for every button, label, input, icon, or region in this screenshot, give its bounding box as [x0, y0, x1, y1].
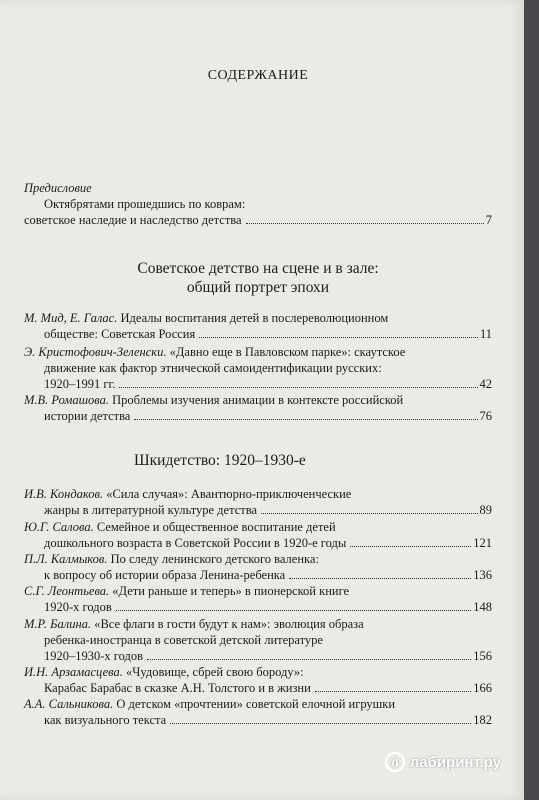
entry-author: Ю.Г. Салова.	[24, 520, 94, 534]
toc-entry	[24, 583, 492, 615]
entry-title-line: О детском «прочтении» советской елочной игрушки	[113, 697, 396, 711]
entry-title-line: ребенка-иностранца в советской детской литературе	[44, 633, 323, 647]
entry-author: Э. Кристофович-Зеленски.	[24, 345, 167, 359]
page-number: 182	[473, 713, 492, 727]
entry-author: Предисловие	[24, 181, 92, 195]
entry-author: М.Р. Балина.	[24, 617, 92, 631]
entry-author: А.А. Сальникова.	[24, 697, 114, 711]
toc-entry	[24, 519, 492, 551]
entry-last-line	[24, 502, 492, 518]
entry-last-line	[24, 326, 492, 342]
entry-title-line: «Сила случая»: Авантюрно-приключенческие	[103, 487, 352, 501]
toc-entry	[24, 616, 492, 664]
toc-entry	[24, 486, 492, 518]
entry-author: П.Л. Калмыков.	[24, 552, 108, 566]
entry-title-line: обществе: Советская Россия	[44, 327, 196, 341]
toc-entry	[24, 392, 492, 424]
entry-last-line	[24, 712, 492, 728]
page-number: 7	[485, 213, 492, 227]
page-number: 89	[479, 503, 492, 517]
toc-entry	[24, 344, 492, 392]
entry-title-line: истории детства	[44, 409, 131, 423]
entry-title-line: жанры в литературной культуре детства	[44, 503, 257, 517]
dot-leader	[261, 513, 478, 514]
entry-last-line	[24, 535, 492, 551]
labirint-logo-icon: л	[385, 752, 405, 772]
toc-entry	[24, 664, 492, 696]
section-heading: Шкидетство: 1920–1930-е	[134, 452, 306, 469]
entry-title-line: Карабас Барабас в сказке А.Н. Толстого и в жизни	[44, 681, 311, 695]
entry-author: И.Н. Арзамасцева.	[24, 665, 123, 679]
entry-author: М. Мид, Е. Галас.	[24, 311, 118, 325]
dot-leader	[289, 578, 471, 579]
toc-entry	[24, 310, 492, 342]
entry-title-line: «Давно еще в Павловском парке»: скаутское	[166, 345, 406, 359]
section-heading-line: Советское детство на сцене и в зале:	[137, 260, 379, 277]
entry-title-line: движение как фактор этнической самоидентификации русских:	[44, 361, 382, 375]
dot-leader	[147, 659, 471, 660]
entry-last-line	[24, 567, 492, 583]
entry-title-line: 1920-х годов	[44, 600, 112, 614]
page-title: СОДЕРЖАНИЕ	[207, 68, 309, 83]
entry-title-line: дошкольного возраста в Советской России в 1920-е годы	[44, 536, 347, 550]
entry-last-line	[24, 376, 492, 392]
toc-entry-preface	[24, 180, 492, 228]
entry-title-line: «Чудовище, сбрей свою бороду»:	[122, 665, 304, 679]
entry-last-line	[24, 212, 492, 228]
entry-title-line: Октябрятами прошедшись по коврам:	[44, 197, 246, 211]
dot-leader	[116, 610, 471, 611]
page-number: 42	[479, 377, 492, 391]
dot-leader	[350, 546, 471, 547]
watermark	[385, 752, 501, 772]
page-number: 136	[473, 568, 492, 582]
page-number: 156	[473, 649, 492, 663]
entry-title-line: Идеалы воспитания детей в послереволюционном	[117, 311, 389, 325]
entry-title-line: советское наследие и наследство детства	[24, 213, 242, 227]
entry-title-line: «Дети раньше и теперь» в пионерской книге	[109, 584, 350, 598]
dot-leader	[170, 723, 471, 724]
entry-title-line: 1920–1991 гг.	[44, 377, 116, 391]
dot-leader	[134, 419, 477, 420]
entry-title-line: Проблемы изучения анимации в контексте российской	[109, 393, 404, 407]
section-heading	[24, 259, 492, 297]
section-heading-line: общий портрет эпохи	[186, 279, 330, 296]
dot-leader	[119, 387, 477, 388]
toc-entry	[24, 551, 492, 583]
page-number: 148	[473, 600, 492, 614]
page-number: 76	[479, 409, 492, 423]
entry-title-line: к вопросу об истории образа Ленина-ребенка	[44, 568, 286, 582]
watermark-text: лабиринт.ру	[409, 753, 501, 771]
entry-last-line	[24, 408, 492, 424]
page-number: 166	[473, 681, 492, 695]
entry-author: И.В. Кондаков.	[24, 487, 104, 501]
dot-leader	[199, 337, 478, 338]
entry-title-line: Семейное и общественное воспитание детей	[93, 520, 336, 534]
entry-last-line	[24, 599, 492, 615]
entry-title-line: По следу ленинского детского валенка:	[107, 552, 319, 566]
page-number: 11	[479, 327, 492, 341]
entry-last-line	[24, 680, 492, 696]
entry-author: М.В. Ромашова.	[24, 393, 110, 407]
entry-title-line: как визуального текста	[44, 713, 167, 727]
page-number: 121	[473, 536, 492, 550]
entry-author: С.Г. Леонтьева.	[24, 584, 110, 598]
entry-title-line: 1920–1930-х годов	[44, 649, 144, 663]
dot-leader	[246, 223, 484, 224]
toc-entry	[24, 696, 492, 728]
entry-title-line: «Все флаги в гости будут к нам»: эволюция образа	[91, 617, 364, 631]
entry-last-line	[24, 648, 492, 664]
dot-leader	[315, 691, 471, 692]
